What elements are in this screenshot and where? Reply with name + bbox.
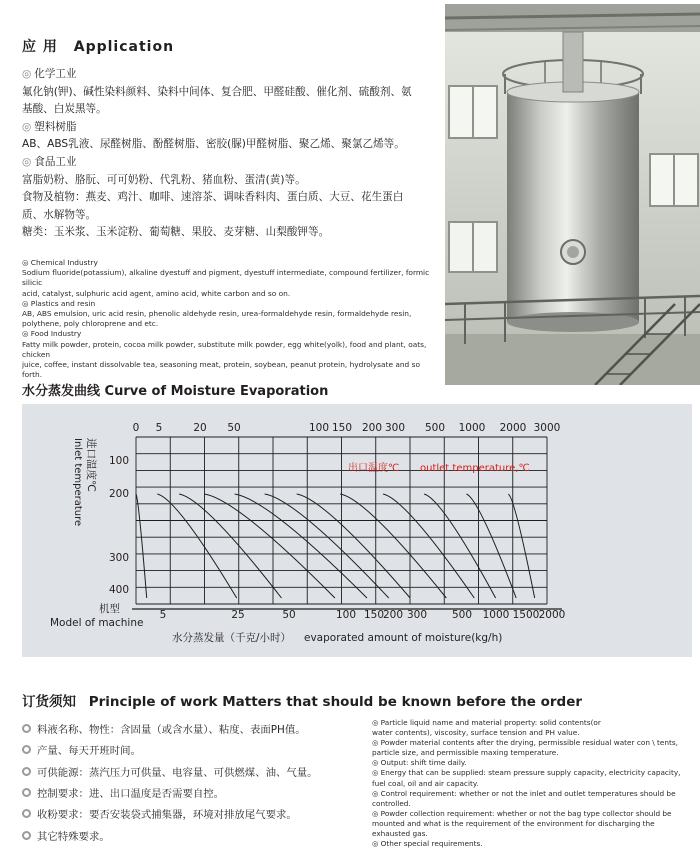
model-value-label: 50 xyxy=(282,609,296,621)
bullet-circle-icon xyxy=(22,831,31,840)
top-label: 1000 xyxy=(458,422,486,434)
bullet-icon: ◎ xyxy=(22,155,32,168)
en-line: ◎ Control requirement: whether or not the inlet and outlet temperatures should be xyxy=(372,788,676,798)
y-tick-label: 200 xyxy=(108,488,129,500)
list-item-text: 收粉要求：要否安装袋式捕集器，环境对排放尾气要求。 xyxy=(37,809,297,822)
en-line: water contents), viscosity, surface tension and PH value. xyxy=(372,728,580,738)
application-heading xyxy=(22,36,174,56)
list-item xyxy=(22,782,362,803)
en-line: Sodium fluoride(potassium), alkaline dyestuff and pigment, dyestuff intermediate, compound fertilizer, formic silicic xyxy=(22,268,430,288)
application-en-block xyxy=(22,258,440,380)
evaporation-curve-1500 xyxy=(424,494,496,598)
en-line: ◎ Powder material contents after the drying, permissible residual water con \ tents, xyxy=(372,738,679,748)
model-label-en: Model of machine xyxy=(50,617,144,629)
category-text: AB、ABS乳液、尿醛树脂、酚醛树脂、密胶(脲)甲醛树脂、聚乙烯、聚氯乙烯等。 xyxy=(22,138,405,151)
evaporation-curve-500 xyxy=(340,494,446,598)
evaporation-curve-300 xyxy=(297,494,410,598)
en-line: acid, catalyst, sulphuric acid agent, amino acid, white carbon and so on. xyxy=(22,288,291,298)
y-tick-label: 400 xyxy=(108,584,129,596)
evaporation-chart xyxy=(22,404,692,657)
model-value-label: 1500 xyxy=(512,609,540,621)
x-axis-label-en: evaporated amount of moisture(kg/h) xyxy=(304,632,503,644)
bullet-circle-icon xyxy=(22,745,31,754)
en-line: exhausted gas. xyxy=(372,829,428,839)
outlet-temp-label-zh: 出口温度℃ xyxy=(348,463,400,474)
en-line: fuel coal, oil and air capacity. xyxy=(372,778,479,788)
model-value-label: 2000 xyxy=(538,609,566,621)
list-item xyxy=(22,761,362,782)
y-axis-label-zh: 进口温度℃ xyxy=(85,438,97,492)
application-cn-block xyxy=(22,66,442,242)
top-label: 500 xyxy=(424,422,446,434)
evaporation-curve-25 xyxy=(157,494,236,598)
category-label: 塑料树脂 xyxy=(34,120,77,133)
model-value-label: 200 xyxy=(382,609,404,621)
bullet-circle-icon xyxy=(22,788,31,797)
en-line: AB, ABS emulsion, uric acid resin, phenolic aldehyde resin, urea-formaldehyde resin, formaldehyde resin, xyxy=(22,309,412,319)
top-label: 150 xyxy=(331,422,353,434)
en-line: particle size, and permissible maxing temperature. xyxy=(372,748,559,758)
application-heading-en: Application xyxy=(73,39,175,55)
category-text: 氟化钠(钾)、碱性染料颜料、染料中间体、复合肥、甲醛硅酸、催化剂、硫酸剂、氨 xyxy=(22,85,412,98)
category-text: 糖类：玉米浆、玉米淀粉、葡萄糖、果胶、麦芽糖、山梨酸钾等。 xyxy=(22,226,330,239)
list-item-text: 产量、每天开班时间。 xyxy=(37,745,141,758)
top-label: 300 xyxy=(384,422,406,434)
order-cn-list xyxy=(22,718,362,846)
en-line: ◎ Chemical Industry xyxy=(22,258,98,267)
en-line: ◎ Particle liquid name and material property: solid contents(or xyxy=(372,718,601,727)
order-heading-zh: 订货须知 xyxy=(22,694,76,710)
list-item-text: 控制要求：进、出口温度是否需要自控。 xyxy=(37,788,225,801)
model-value-label: 100 xyxy=(335,609,357,621)
list-item-text: 其它特殊要求。 xyxy=(37,830,110,843)
top-label: 3000 xyxy=(533,422,561,434)
spray-dryer-illustration xyxy=(445,4,700,385)
y-axis-label-en: Inlet temperature xyxy=(72,438,83,527)
category-text: 基酸、白炭黑等。 xyxy=(22,103,107,116)
order-heading-en: Principle of work Matters that should be known before the order xyxy=(88,694,583,710)
bullet-circle-icon xyxy=(22,809,31,818)
chart-curves xyxy=(136,494,535,598)
en-line: controlled. xyxy=(372,798,411,808)
order-heading xyxy=(22,690,582,710)
en-line: ◎ Other special requirements. xyxy=(372,839,483,849)
top-label: 20 xyxy=(193,422,207,434)
en-line: ◎ Output: shift time daily. xyxy=(372,758,467,768)
en-line: ◎ Powder collection requirement: whether or not the bag type collector should be xyxy=(372,808,672,818)
en-line: ◎ Plastics and resin xyxy=(22,298,96,308)
curve-heading: 水分蒸发曲线 Curve of Moisture Evaporation xyxy=(22,384,329,399)
category-plastics xyxy=(22,119,442,154)
list-item-text: 料液名称、物性：含固量（或含水量）、粘度、表面PH值。 xyxy=(37,724,306,737)
list-item xyxy=(22,824,362,845)
category-text: 质、水解物等。 xyxy=(22,208,97,221)
y-tick-label: 300 xyxy=(108,552,129,564)
evaporation-curve-150 xyxy=(235,494,367,598)
category-chemical xyxy=(22,66,442,119)
en-line: ◎ Food Industry xyxy=(22,329,82,339)
model-value-label: 500 xyxy=(451,609,473,621)
en-line: Fatty milk powder, protein, cocoa milk powder, substitute milk powder, egg white(yolk), food and plant, oats, chicken xyxy=(22,339,427,359)
en-line: juice, coffee, instant dissolvable tea, seasoning meat, protein, soybean, peanut protein, hydrolysate and so forth. xyxy=(22,360,420,380)
model-value-label: 300 xyxy=(406,609,428,621)
model-value-label: 25 xyxy=(231,609,245,621)
bullet-icon: ◎ xyxy=(22,68,32,80)
en-line: mounted and what is the requirement of the environment for discharging the xyxy=(372,818,655,828)
top-label: 0 xyxy=(132,422,140,434)
order-en-block xyxy=(372,718,694,849)
bullet-circle-icon xyxy=(22,724,31,733)
top-label: 100 xyxy=(308,422,330,434)
top-label: 5 xyxy=(155,422,163,434)
top-label: 50 xyxy=(227,422,241,434)
outlet-temp-label-en: outlet temperature,℃ xyxy=(420,463,530,474)
list-item xyxy=(22,739,362,760)
category-text: 富脂奶粉、胳朊、可可奶粉、代乳粉、猪血粉、蛋清(黄)等。 xyxy=(22,173,306,186)
category-label: 食品工业 xyxy=(34,155,77,168)
model-value-label: 5 xyxy=(159,609,167,621)
bullet-circle-icon xyxy=(22,767,31,776)
evaporation-curve-200 xyxy=(265,494,389,598)
application-heading-zh: 应 用 xyxy=(22,39,58,55)
category-food xyxy=(22,154,442,242)
model-value-label: 1000 xyxy=(482,609,510,621)
list-item xyxy=(22,803,362,824)
list-item xyxy=(22,718,362,739)
model-value-label: 150 xyxy=(363,609,385,621)
top-label: 200 xyxy=(361,422,383,434)
category-label: 化学工业 xyxy=(34,68,77,80)
evaporation-curve-5 xyxy=(136,494,147,598)
evaporation-chart-svg xyxy=(22,404,692,657)
model-label-zh: 机型 xyxy=(99,603,120,615)
x-axis-label-zh: 水分蒸发量（千克/小时） xyxy=(172,632,292,644)
en-line: ◎ Energy that can be supplied: steam pressure supply capacity, electricity capacity, xyxy=(372,768,681,778)
evaporation-curve-2000 xyxy=(466,494,516,598)
en-line: polythene, poly chloroprene and etc. xyxy=(22,319,159,329)
list-item-text: 可供能源：蒸汽压力可供量、电容量、可供燃煤、油、气量。 xyxy=(37,766,318,779)
y-tick-label: 100 xyxy=(108,455,129,467)
top-label: 2000 xyxy=(499,422,527,434)
spray-dryer-photo xyxy=(445,4,700,385)
category-text: 食物及植物：燕麦、鸡汁、咖啡、速溶茶、调味香料肉、蛋白质、大豆、花生蛋白 xyxy=(22,191,404,204)
bullet-icon: ◎ xyxy=(22,120,32,133)
